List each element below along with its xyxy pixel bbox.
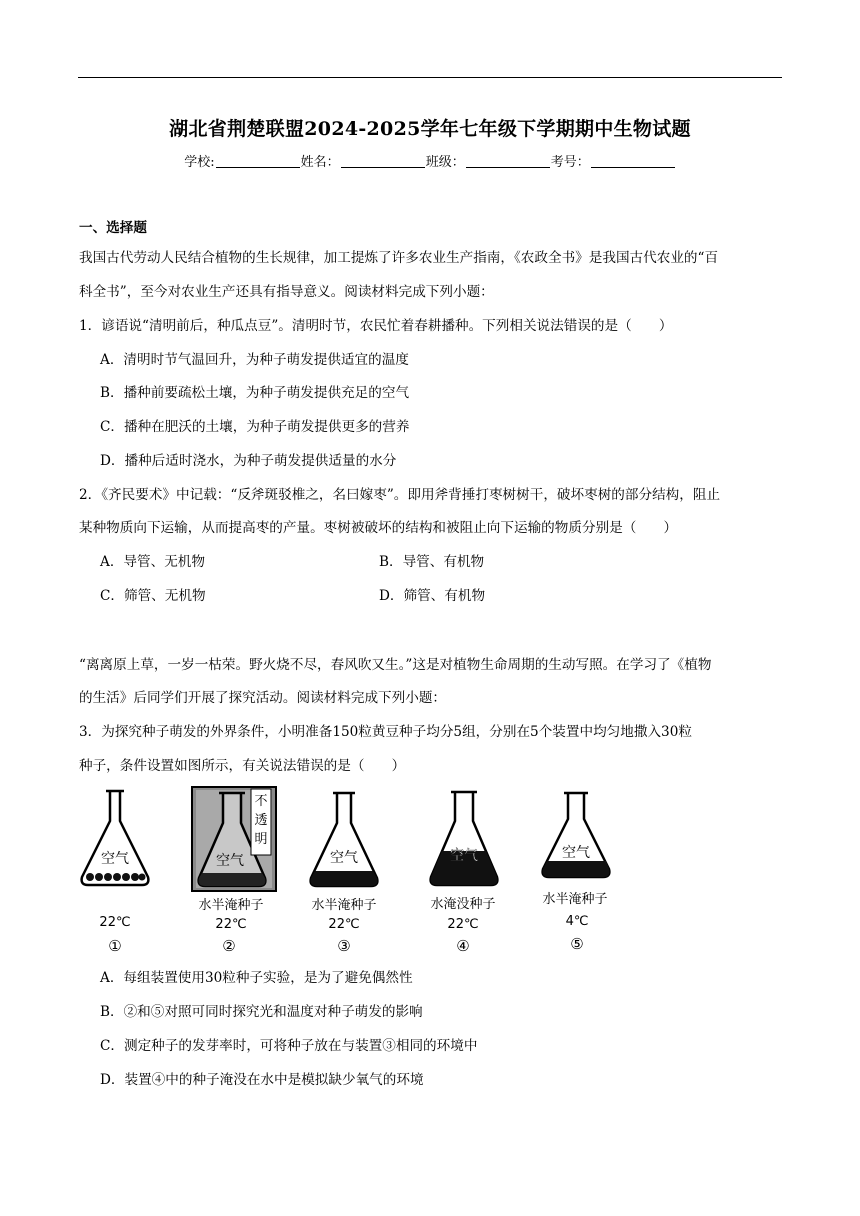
flask-1: [82, 791, 149, 955]
flask-4-temp: 22℃: [447, 917, 479, 932]
q1-option-a: A．清明时节气温回升，为种子萌发提供适宜的温度: [100, 352, 409, 368]
flask-5-air-label: 空气: [562, 845, 590, 861]
section-heading: 一、选择题: [79, 220, 147, 236]
experiment-figure: [78, 785, 638, 960]
flask-2-temp: 22℃: [215, 917, 247, 932]
q2-option-b: B．导管、有机物: [379, 554, 485, 570]
flask-1-number: ①: [108, 937, 122, 955]
student-info-line: [0, 151, 860, 170]
class-label: 班级：: [425, 155, 465, 170]
q2-stem-line2: 某种物质向下运输，从而提高枣的产量。枣树被破坏的结构和被阻止向下运输的物质分别是（ ）: [79, 520, 678, 536]
name-label: 姓名：: [300, 155, 340, 170]
q1-option-b: B．播种前要疏松土壤，为种子萌发提供充足的空气: [100, 385, 410, 401]
flask-2-air-label: 空气: [216, 853, 244, 869]
flask-5-water-label: 水半淹种子: [542, 892, 608, 907]
material2-line2: 的生活》后同学们开展了探究活动。阅读材料完成下列小题：: [79, 690, 447, 706]
flask-1-air-label: 空气: [101, 851, 129, 867]
class-blank: [466, 154, 550, 168]
top-rule: [78, 77, 782, 78]
flask-2-box-label-2: 透: [254, 813, 268, 828]
q2-option-c: C．筛管、无机物: [100, 588, 206, 604]
flask-3-number: ③: [337, 937, 351, 955]
flask-4-number: ④: [456, 937, 470, 955]
q1-option-c: C．播种在肥沃的土壤，为种子萌发提供更多的营养: [100, 419, 410, 435]
school-label: 学校:: [184, 155, 215, 170]
flask-diagram: [78, 785, 638, 960]
material1-line1: 我国古代劳动人民结合植物的生长规律，加工提炼了许多农业生产指南，《农政全书》是我国古代农业的“百: [79, 250, 719, 266]
number-label: 考号：: [550, 155, 590, 170]
flask-2-box-label-3: 明: [254, 832, 268, 847]
material2-line1: “离离原上草，一岁一枯荣。野火烧不尽，春风吹又生。”这是对植物生命周期的生动写照。在学习了《植物: [79, 657, 712, 673]
flask-4-air-label: 空气: [450, 848, 478, 864]
flask-2: [192, 787, 276, 955]
material1-line2: 科全书”，至今对农业生产还具有指导意义。阅读材料完成下列小题：: [79, 284, 494, 300]
flask-2-number: ②: [222, 937, 236, 955]
q1-stem: 1．谚语说“清明前后，种瓜点豆”。清明时节，农民忙着春耕播种。下列相关说法错误的是（ ）: [79, 318, 673, 334]
q3-stem-line2: 种子，条件设置如图所示，有关说法错误的是（ ）: [79, 758, 406, 774]
q3-option-a: A．每组装置使用30粒种子实验，是为了避免偶然性: [100, 970, 413, 986]
flask-1-temp: 22℃: [99, 915, 131, 930]
flask-2-water-label: 水半淹种子: [198, 898, 264, 913]
page-title: 湖北省荆楚联盟2024-2025学年七年级下学期期中生物试题: [169, 118, 691, 140]
q3-option-c: C．测定种子的发芽率时，可将种子放在与装置③相同的环境中: [100, 1038, 478, 1054]
flask-4: [430, 792, 497, 955]
flask-3-air-label: 空气: [330, 850, 358, 866]
flask-5: [542, 793, 609, 953]
flask-5-number: ⑤: [570, 935, 584, 953]
flask-3-water-label: 水半淹种子: [311, 898, 377, 913]
flask-3-temp: 22℃: [328, 917, 360, 932]
q3-option-b: B．②和⑤对照可同时探究光和温度对种子萌发的影响: [100, 1004, 423, 1020]
name-blank: [341, 154, 425, 168]
q1-option-d: D．播种后适时浇水，为种子萌发提供适量的水分: [100, 453, 397, 469]
q2-option-a: A．导管、无机物: [100, 554, 205, 570]
flask-3: [311, 793, 378, 955]
q2-option-d: D．筛管、有机物: [379, 588, 486, 604]
flask-4-water-label: 水淹没种子: [430, 897, 496, 912]
number-blank: [591, 154, 675, 168]
flask-5-temp: 4℃: [565, 914, 589, 929]
q3-option-d: D．装置④中的种子淹没在水中是模拟缺少氧气的环境: [100, 1072, 424, 1088]
q2-stem-line1: 2．《齐民要术》中记载：“反斧斑驳椎之，名曰嫁枣”。即用斧背捶打枣树树干，破坏枣树的部分结构，阻止: [79, 487, 721, 503]
q3-stem-line1: 3．为探究种子萌发的外界条件，小明准备150粒黄豆种子均分5组，分别在5个装置中均匀地撒入30粒: [79, 724, 692, 740]
school-blank: [216, 154, 300, 168]
flask-2-box-label-1: 不: [254, 794, 268, 809]
